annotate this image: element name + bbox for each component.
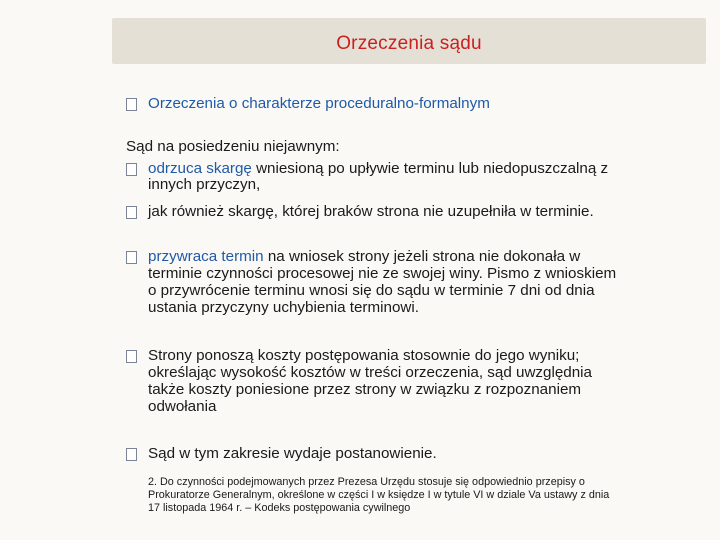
highlight-przywraca: przywraca termin	[148, 248, 264, 265]
paragraph-koszty-line-3: także koszty poniesione przez strony w związku z rozpoznaniem	[148, 381, 582, 398]
bullet-icon	[126, 206, 137, 219]
bullet-icon	[126, 98, 137, 111]
paragraph-przywraca-line-4: ustania przyczyny uchybienia terminowi.	[148, 299, 419, 316]
paragraph-odrzuca-line-2: innych przyczyn,	[148, 176, 261, 193]
bullet-icon	[126, 251, 137, 264]
bullet-icon	[126, 350, 137, 363]
paragraph-koszty-line-1: Strony ponoszą koszty postępowania stosownie do jego wyniku;	[148, 347, 580, 364]
paragraph-text: na wniosek strony jeżeli strona nie dokonała w	[263, 248, 581, 265]
paragraph-odrzuca-line-1	[148, 161, 608, 177]
highlight-odrzuca: odrzuca skargę	[148, 160, 252, 177]
paragraph-przywraca-line-1	[148, 249, 580, 265]
paragraph-text: wniesioną po upływie terminu lub niedopuszczalną z	[251, 160, 609, 177]
paragraph-przywraca-line-2: terminie czynności procesowej nie ze swojej winy. Pismo z wnioskiem	[148, 265, 617, 282]
bullet-icon	[126, 448, 137, 461]
page-title: Orzeczenia sądu	[336, 33, 482, 54]
bullet-heading: Orzeczenia o charakterze proceduralno-formalnym	[148, 95, 490, 112]
footnote-line-2: Prokuratorze Generalnym, określone w części I w księdze I w tytule VI w dziale Va ustawy z dnia	[148, 489, 610, 501]
bullet-icon	[126, 163, 137, 176]
paragraph-koszty-line-4: odwołania	[148, 398, 217, 415]
footnote-line-1: 2. Do czynności podejmowanych przez Prezesa Urzędu stosuje się odpowiednio przepisy o	[148, 476, 585, 488]
paragraph-braki: jak również skargę, której braków strona nie uzupełniła w terminie.	[148, 203, 594, 220]
intro-text: Sąd na posiedzeniu niejawnym:	[126, 138, 340, 155]
paragraph-przywraca-line-3: o przywrócenie terminu wnosi się do sądu w terminie 7 dni od dnia	[148, 282, 595, 299]
paragraph-postanowienie: Sąd w tym zakresie wydaje postanowienie.	[148, 445, 437, 462]
footnote-line-3: 17 listopada 1964 r. – Kodeks postępowania cywilnego	[148, 502, 411, 514]
paragraph-koszty-line-2: określając wysokość kosztów w treści orzeczenia, sąd uwzględnia	[148, 364, 592, 381]
